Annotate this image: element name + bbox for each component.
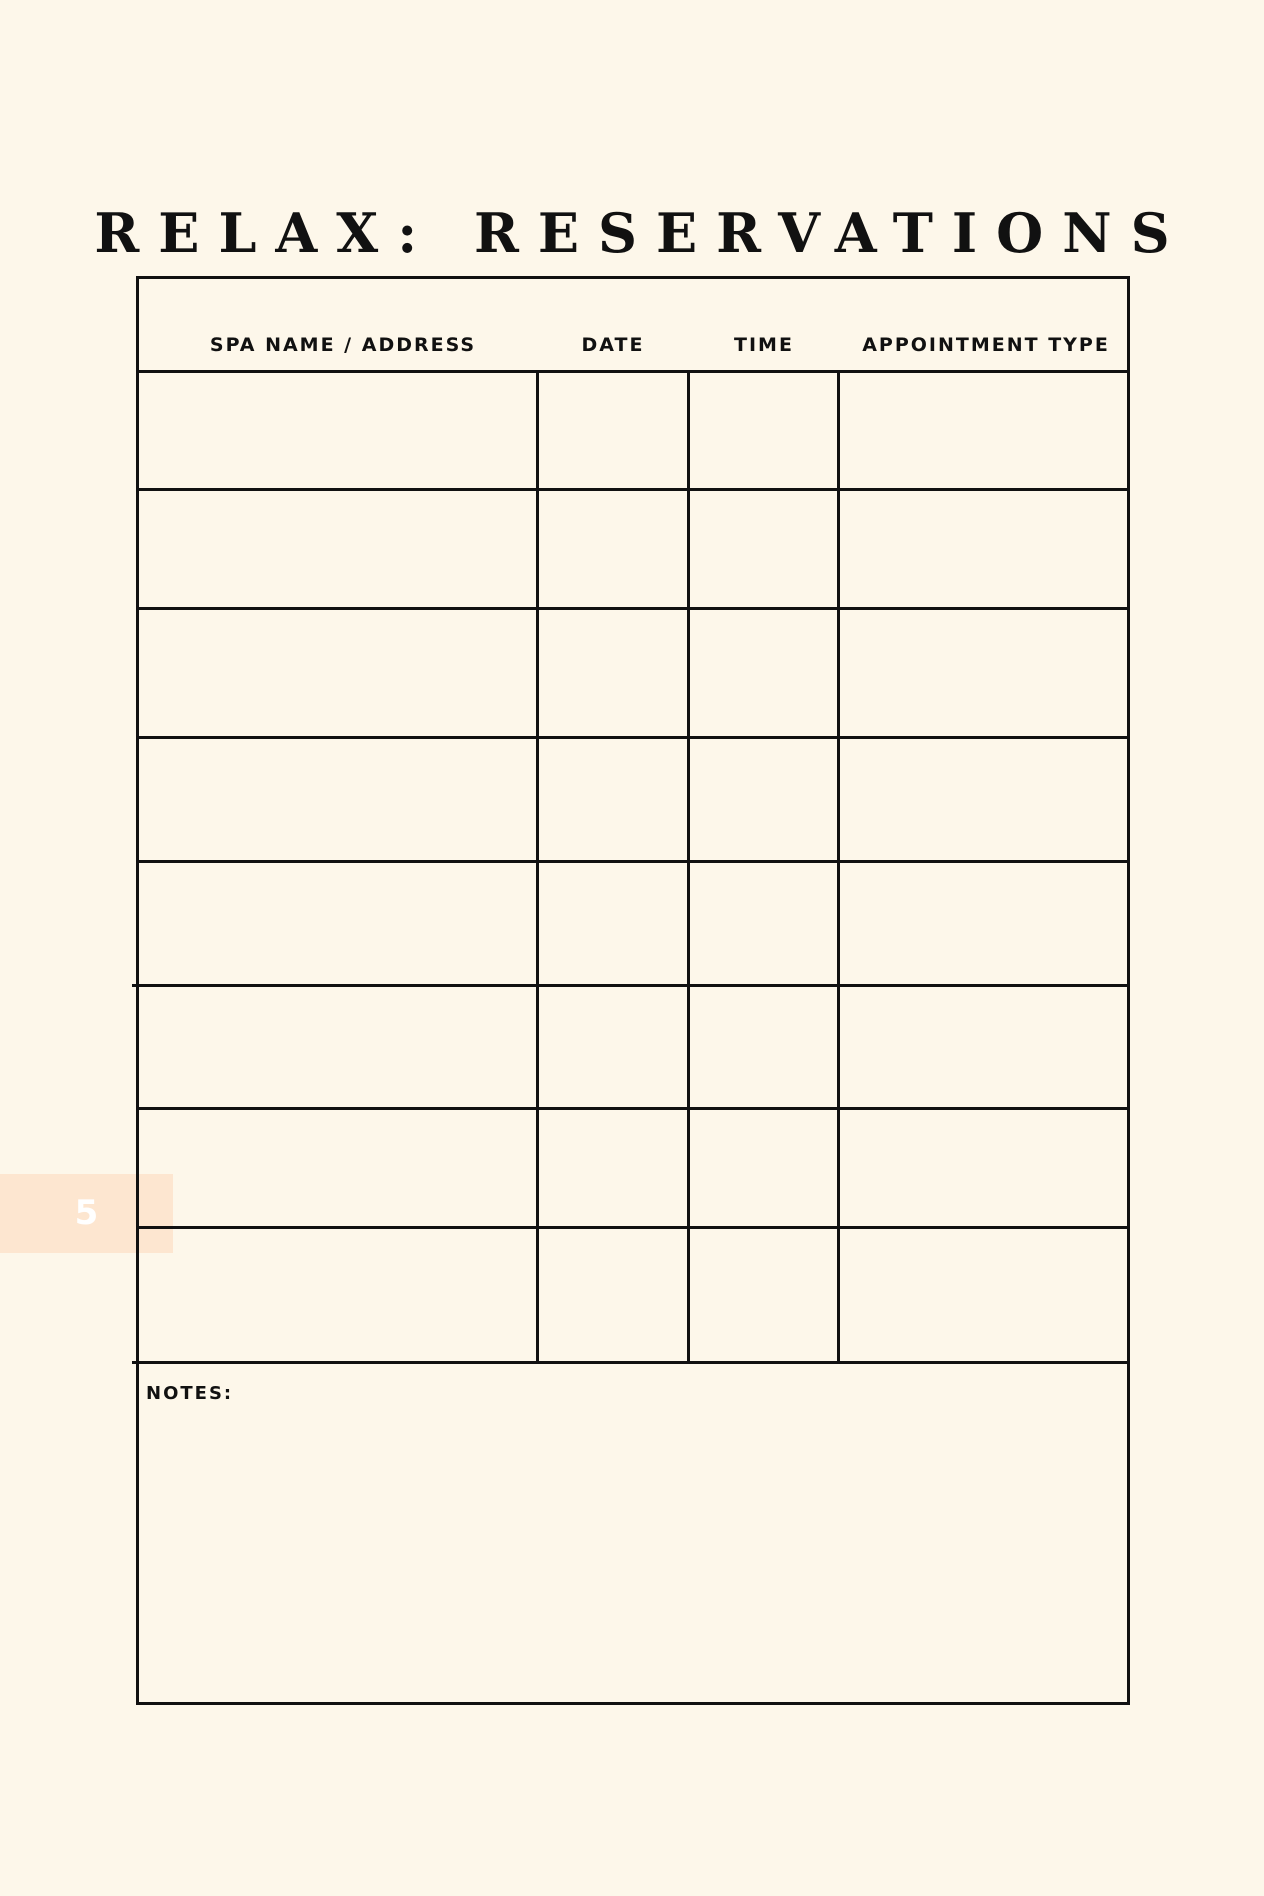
header-appointment-type: APPOINTMENT TYPE <box>862 334 1110 356</box>
table-cell[interactable] <box>840 373 1127 488</box>
table-cell[interactable] <box>690 1229 837 1361</box>
table-cell[interactable] <box>690 987 837 1107</box>
header-time: TIME <box>734 334 794 356</box>
table-rule <box>136 1702 1130 1705</box>
table-cell[interactable] <box>139 610 536 736</box>
table-cell[interactable] <box>690 739 837 860</box>
table-cell[interactable] <box>139 987 536 1107</box>
table-cell[interactable] <box>539 739 687 860</box>
table-cell[interactable] <box>539 610 687 736</box>
table-cell[interactable] <box>840 863 1127 984</box>
table-cell[interactable] <box>840 610 1127 736</box>
table-cell[interactable] <box>690 610 837 736</box>
table-cell[interactable] <box>539 987 687 1107</box>
table-cell[interactable] <box>139 491 536 607</box>
table-cell[interactable] <box>539 1229 687 1361</box>
table-cell[interactable] <box>840 1110 1127 1226</box>
table-cell[interactable] <box>690 863 837 984</box>
table-rule <box>136 276 1130 279</box>
table-cell[interactable] <box>840 987 1127 1107</box>
table-cell[interactable] <box>690 491 837 607</box>
page-number: 5 <box>74 1193 99 1233</box>
table-cell[interactable] <box>539 373 687 488</box>
table-cell[interactable] <box>539 491 687 607</box>
table-cell[interactable] <box>840 1229 1127 1361</box>
table-cell[interactable] <box>690 373 837 488</box>
table-cell[interactable] <box>139 863 536 984</box>
header-spa-name: SPA NAME / ADDRESS <box>209 334 477 356</box>
table-cell[interactable] <box>840 491 1127 607</box>
table-cell[interactable] <box>139 1110 536 1226</box>
table-cell[interactable] <box>539 863 687 984</box>
table-cell[interactable] <box>690 1110 837 1226</box>
table-cell[interactable] <box>139 373 536 488</box>
table-cell[interactable] <box>139 739 536 860</box>
table-cell[interactable] <box>840 739 1127 860</box>
table-border-right <box>1127 276 1130 1705</box>
notes-label: NOTES: <box>146 1383 234 1404</box>
page-title: RELAX: RESERVATIONS <box>94 201 1189 265</box>
notes-area[interactable] <box>138 1364 1127 1702</box>
header-date: DATE <box>581 334 645 356</box>
table-cell[interactable] <box>539 1110 687 1226</box>
table-cell[interactable] <box>139 1229 536 1361</box>
